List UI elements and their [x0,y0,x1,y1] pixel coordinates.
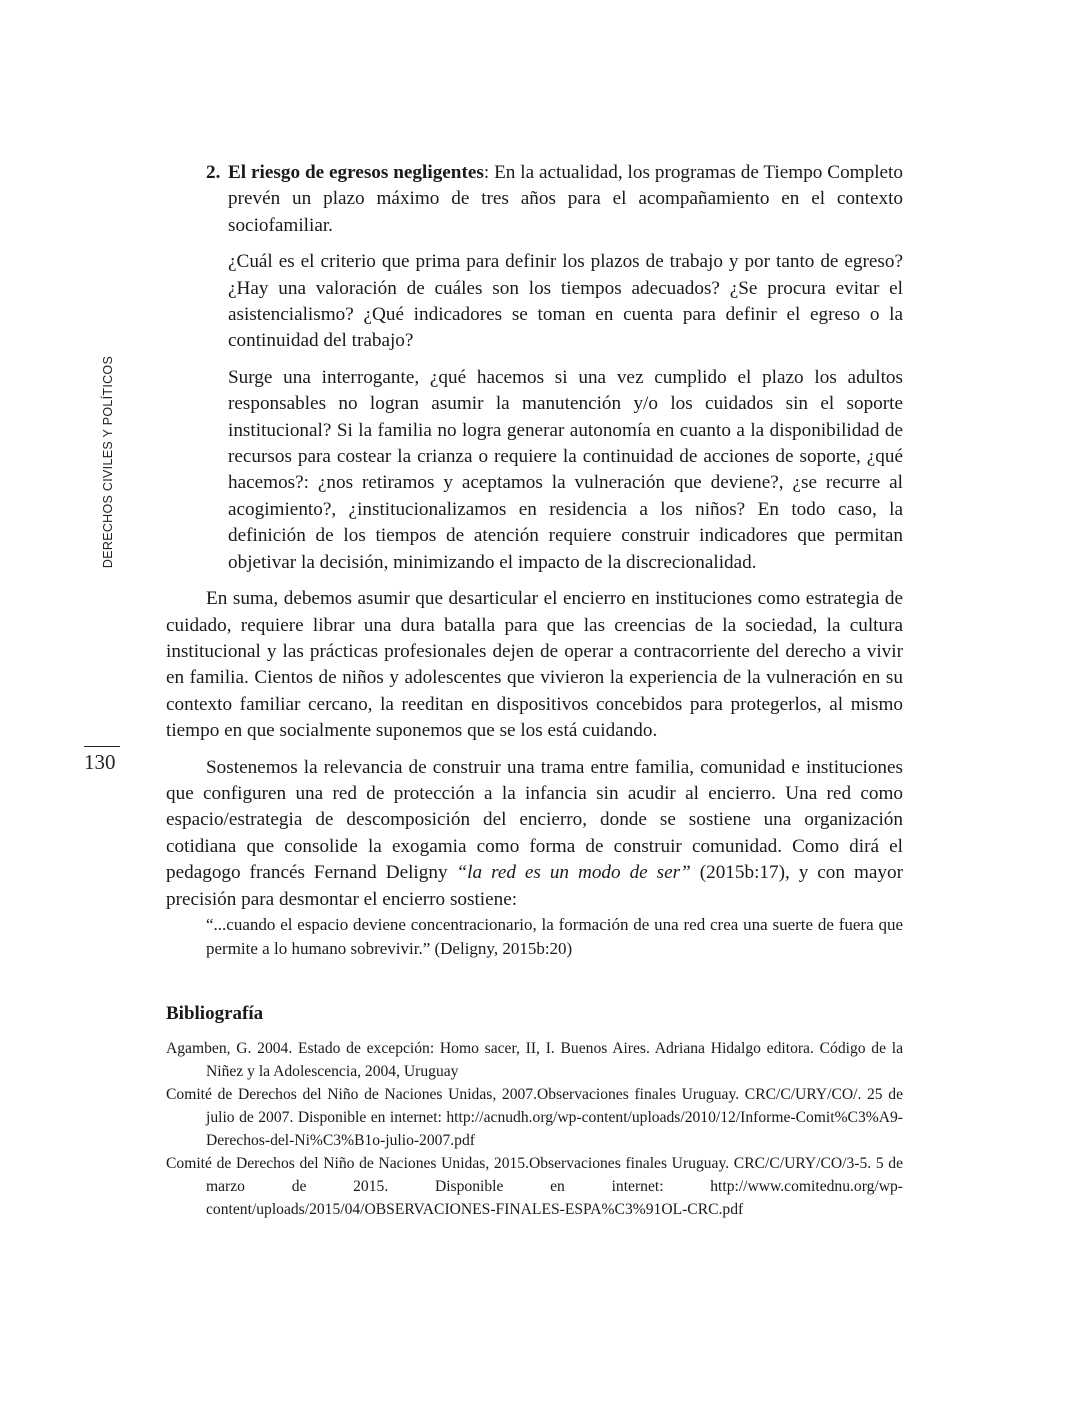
main-text [166,160,903,1221]
bibliography-entry: Comité de Derechos del Niño de Naciones Unidas, 2015.Observaciones finales Uruguay. CRC/C/URY/CO/3-5. 5 de marzo de 2015. Disponible en internet: http://www.comitednu.org/wp-content/uploads/2015/04/OBSERVACIONES-FINALES-ESPA%C3%91OL-CRC.pdf [166,1155,903,1219]
item-paragraph-interrogante: Surge una interrogante, ¿qué hacemos si una vez cumplido el plazo los adultos responsables no logran asumir la manutención y/o los cuidados sin el soporte institucional? Si la familia no logra generar autonomía en cuanto a la disponibilidad de recursos para costear la crianza o requiere la continuidad de acciones de soporte, ¿qué hacemos?: ¿nos retiramos y aceptamos la vulneración que deviene?, ¿se recurre al acogimiento?, ¿institucionalizamos en residencia a los niños? En todo caso, la definición de los tiempos de atención requiere construir indicadores que permitan objetivar la decisión, minimizando el impacto de la discrecionalidad. [228,366,903,573]
body-paragraph [166,755,903,913]
item-number: 2. [206,162,221,183]
numbered-item [166,160,903,576]
bibliography-entry: Comité de Derechos del Niño de Naciones Unidas, 2007.Observaciones finales Uruguay. CRC/C/URY/CO/. 25 de julio de 2007. Disponible en internet: http://acnudh.org/wp-content/uploads/2010/12/Informe-Comit%C3%A9-Derechos-del-Ni%C3%B1o-julio-2007.pdf [166,1086,903,1150]
body-text: Sostenemos la relevancia de construir una trama entre familia, comunidad e instituciones que configuren una red de protección a la infancia sin acudir al encierro. Una red como espacio/estrategia de descomposición del encierro, donde se sostiene una organización cotidiana que consolide la exogamia como forma de construir comunidad. Como dirá el pedagogo francés Fernand Deligny [166,756,903,884]
item-title: El riesgo de egresos negligentes [228,162,484,183]
bibliography-heading: Bibliografía [166,1002,264,1024]
item-paragraph [228,160,903,239]
italic-quote: “la red es un modo de ser” [456,862,691,884]
page-number: 130 [84,750,116,774]
item-text: : En la actualidad, los programas de Tiempo Completo prevén un plazo máximo de tres años para el acompañamiento en el contexto sociofamiliar. [228,162,903,236]
bibliography-list [166,1037,903,1221]
block-quote: “...cuando el espacio deviene concentracionario, la formación de una red crea una suerte de fuera que permite a lo humano sobrevivir.” (Deligny, 2015b:20) [206,914,903,958]
page-number-rule [84,746,120,747]
body-text: (2015b:17), y con mayor precisión para desmontar el encierro sostiene: [166,862,903,910]
running-head: DERECHOS CIVILES Y POLÍTICOS [101,355,115,569]
bibliography-entry: Agamben, G. 2004. Estado de excepción: Homo sacer, II, I. Buenos Aires. Adriana Hidalgo editora. Código de la Niñez y la Adolescencia, 2004, Uruguay [166,1040,903,1081]
body-paragraph: En suma, debemos asumir que desarticular el encierro en instituciones como estrategia de cuidado, requiere librar una dura batalla para que las creencias de la sociedad, la cultura institucional y las prácticas profesionales dejen de operar a contracorriente del derecho a vivir en familia. Cientos de niños y adolescentes que vivieron la experiencia de la vulneración en su contexto familiar cercano, la reeditan en dispositivos concebidos para protegerlos, al mismo tiempo en que socialmente suponemos que se los está cuidando. [166,588,903,742]
item-paragraph-questions: ¿Cuál es el criterio que prima para definir los plazos de trabajo y por tanto de egreso? ¿Hay una valoración de cuáles son los tiempos adecuados? ¿Se procura evitar el asistencialismo? ¿Qué indicadores se toman en cuenta para definir el egreso o la continuidad del trabajo? [228,251,903,352]
